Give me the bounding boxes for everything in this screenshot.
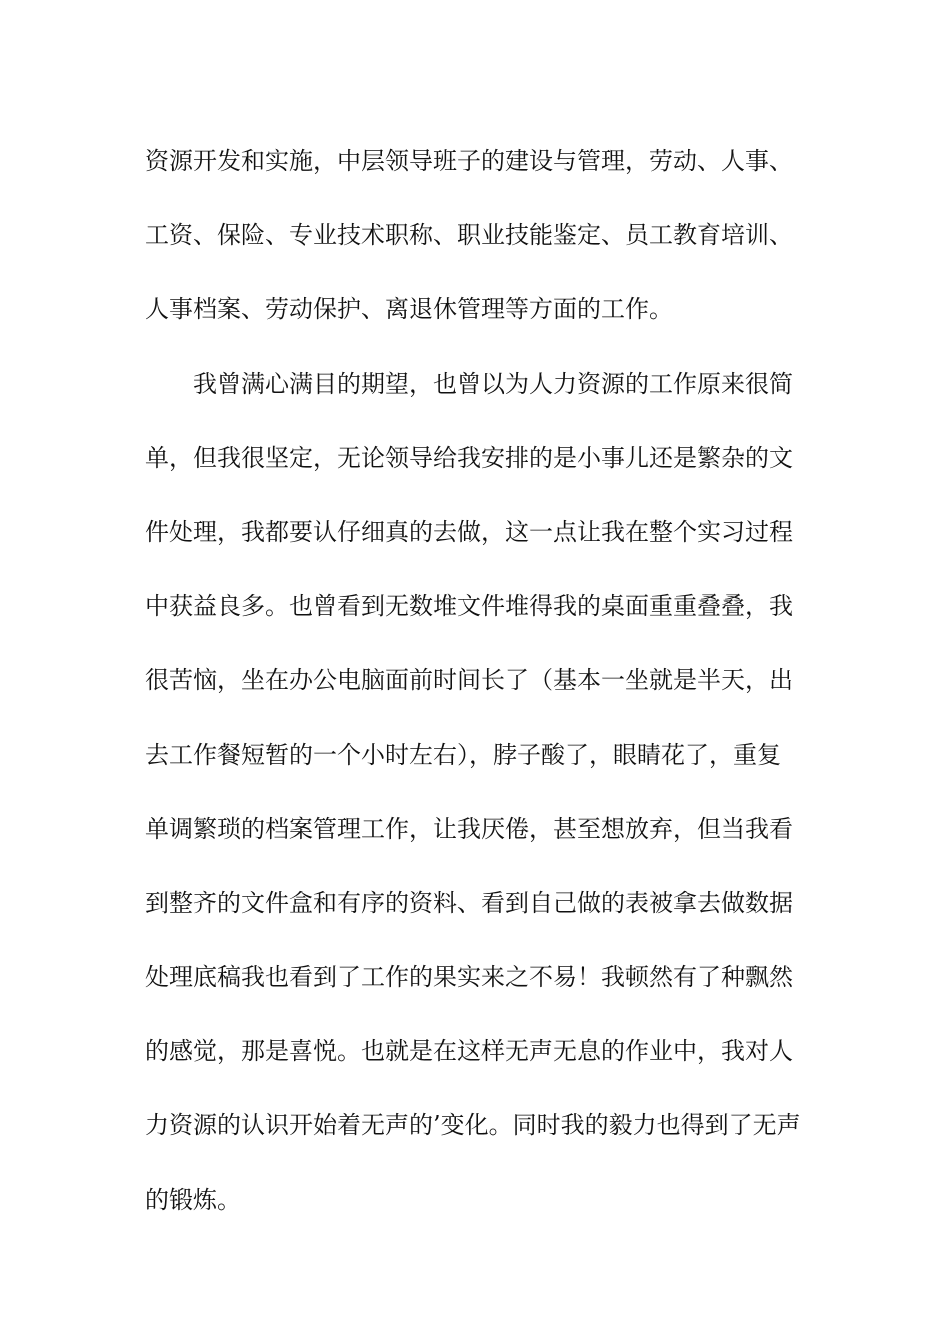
paragraph-2-line-2: 单，但我很坚定，无论领导给我安排的是小事儿还是繁杂的文 (145, 443, 793, 472)
paragraph-2-line-6: 去工作餐短暂的一个小时左右），脖子酸了，眼睛花了，重复 (145, 740, 781, 769)
paragraph-2-line-11: 力资源的认识开始着无声的’变化。同时我的毅力也得到了无声 (145, 1111, 801, 1140)
paragraph-2-line-3: 件处理，我都要认仔细真的去做，这一点让我在整个实习过程 (145, 517, 793, 546)
paragraph-2-line-5: 很苦恼，坐在办公电脑面前时间长了（基本一坐就是半天，出 (145, 666, 793, 695)
paragraph-1-line-3: 人事档案、劳动保护、离退休管理等方面的工作。 (145, 295, 673, 324)
body-text (145, 124, 815, 1237)
paragraph-2-line-9: 处理底稿我也看到了工作的果实来之不易！我顿然有了种飘然 (145, 963, 793, 992)
paragraph-2-line-12: 的锻炼。 (145, 1185, 241, 1214)
paragraph-2-line-10: 的感觉，那是喜悦。也就是在这样无声无息的作业中，我对人 (145, 1037, 793, 1066)
paragraph-1-line-2: 工资、保险、专业技术职称、职业技能鉴定、员工教育培训、 (145, 221, 793, 250)
paragraph-2-line-1: 我曾满心满目的期望，也曾以为人力资源的工作原来很简 (193, 369, 793, 398)
paragraph-2-line-8: 到整齐的文件盒和有序的资料、看到自己做的表被拿去做数据 (145, 888, 793, 917)
paragraph-1-line-1: 资源开发和实施，中层领导班子的建设与管理，劳动、人事、 (145, 147, 793, 175)
paragraph-2-line-4: 中获益良多。也曾看到无数堆文件堆得我的桌面重重叠叠，我 (145, 592, 793, 621)
paragraph-2-line-7: 单调繁琐的档案管理工作，让我厌倦，甚至想放弃，但当我看 (145, 814, 793, 843)
